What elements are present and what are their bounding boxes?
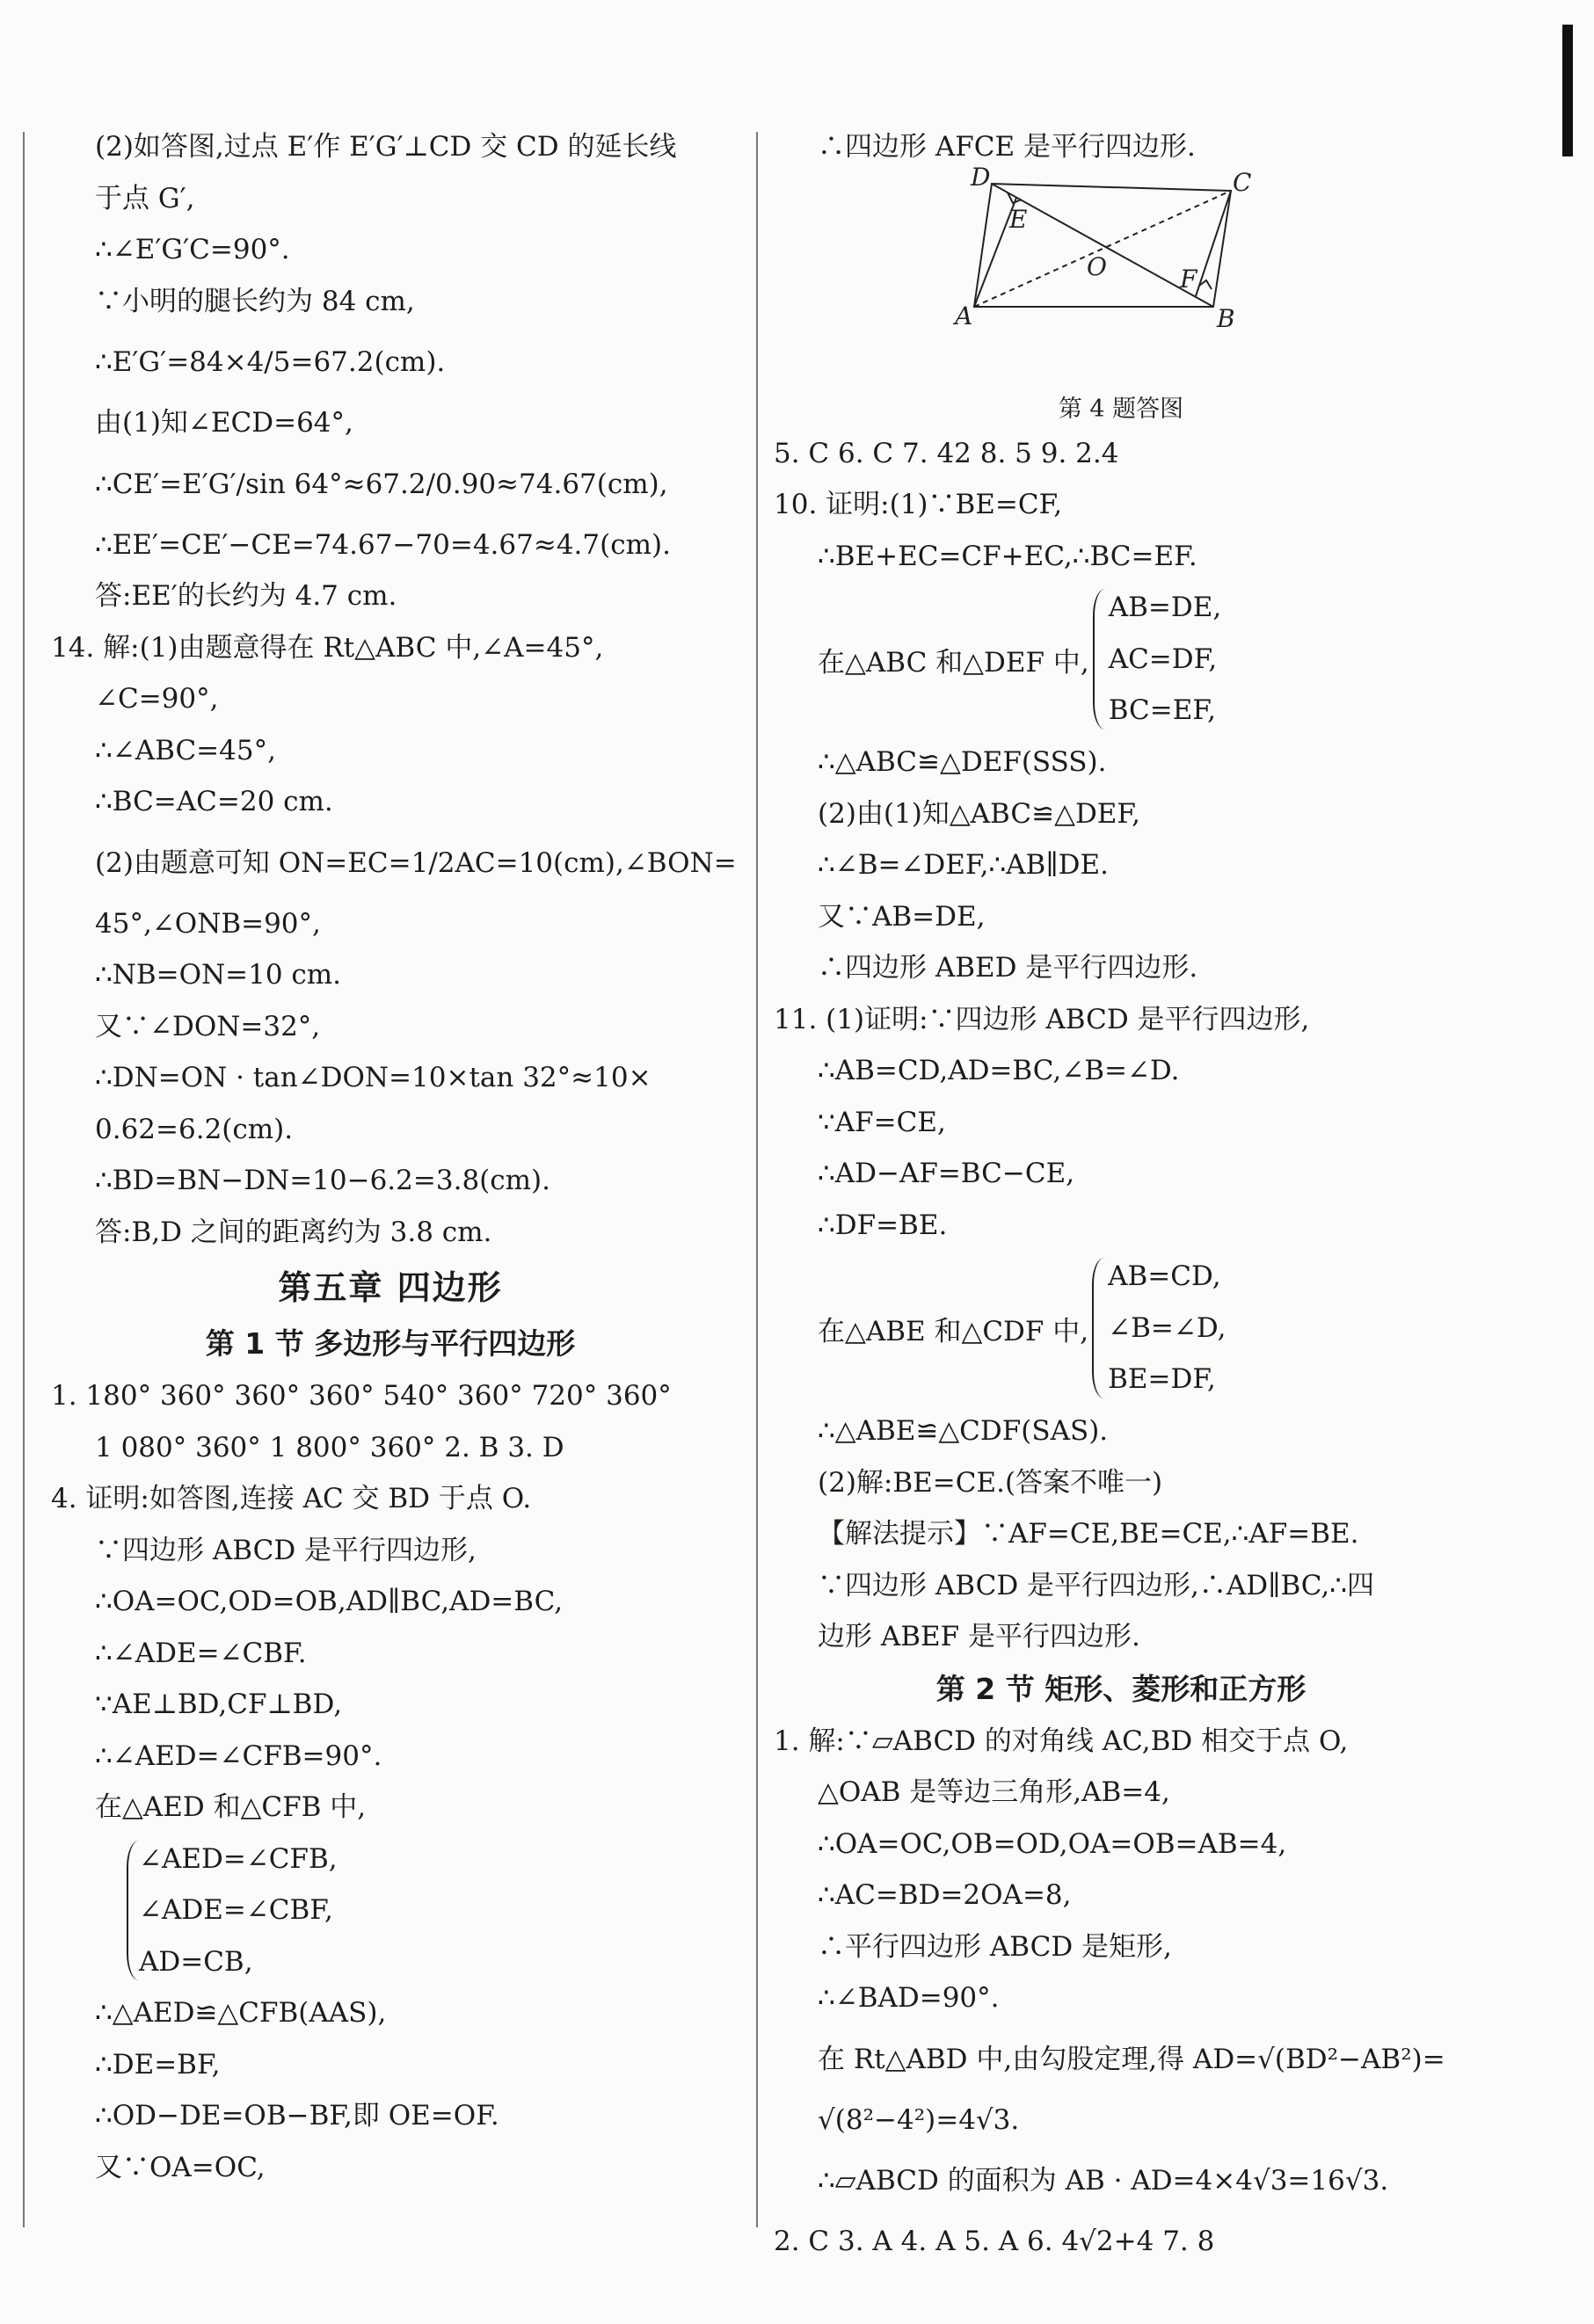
text-line: 边形 ABEF 是平行四边形. [818, 1621, 1140, 1652]
text-line: ∴BC=AC=20 cm. [95, 786, 333, 817]
text-line: (2)由题意可知 ON=EC=1/2AC=10(cm),∠BON= [95, 846, 737, 879]
text-line: 又∵AB=DE, [818, 900, 986, 933]
text-line: ∴∠E′G′C=90°. [95, 234, 290, 265]
text-line: √(8²−4²)=4√3. [818, 2103, 1020, 2136]
text-line: ∴OA=OC,OD=OB,AD∥BC,AD=BC, [95, 1586, 564, 1617]
brace-item: AB=CD, [1108, 1260, 1221, 1293]
answer-line: 1 080° 360° 1 800° 360° 2. B 3. D [95, 1431, 564, 1463]
text-line: (2)由(1)知△ABC≌△DEF, [818, 797, 1140, 830]
answer-line: 1. 180° 360° 360° 360° 540° 360° 720° 360° [51, 1380, 672, 1412]
text-line: ∴OA=OC,OB=OD,OA=OB=AB=4, [818, 1827, 1287, 1860]
brace-items [1089, 582, 1221, 737]
text-line: ∴▱ABCD 的面积为 AB · AD=4×4√3=16√3. [818, 2165, 1389, 2197]
segment-cf [1196, 191, 1231, 296]
brace-item: BC=EF, [1108, 694, 1216, 727]
brace-item: ∠B=∠D, [1108, 1311, 1226, 1344]
text-line: ∴∠ABC=45°, [95, 734, 276, 766]
text-line: ∴DE=BF, [95, 2048, 221, 2081]
text-line: ∴四边形 ABED 是平行四边形. [818, 952, 1198, 984]
answer-line: 2. C 3. A 4. A 5. A 6. 4√2+4 7. 8 [774, 2226, 1215, 2257]
condition-brace [774, 1251, 1468, 1405]
label-o: O [1087, 251, 1107, 281]
text-line: ∴∠AED=∠CFB=90°. [95, 1739, 382, 1772]
chapter-title: 第五章 四边形 [278, 1268, 503, 1307]
text-line: (2)解:BE=CE.(答案不唯一) [818, 1466, 1163, 1499]
left-column [51, 121, 737, 2193]
text-line: ∵AF=CE, [818, 1106, 946, 1138]
question-10: 10. 证明:(1)∵BE=CF, [774, 489, 1063, 520]
text-line: 在△AED 和△CFB 中, [95, 1791, 367, 1823]
text-line: ∴NB=ON=10 cm. [95, 959, 342, 991]
brace-item: AB=DE, [1108, 592, 1222, 624]
text-line: ∴四边形 AFCE 是平行四边形. [818, 131, 1196, 163]
text-line: ∴DN=ON · tan∠DON=10×tan 32°≈10× [95, 1062, 651, 1093]
left-margin-rule [23, 132, 25, 2227]
parallelogram-diagram [950, 162, 1252, 384]
text-line: ∵小明的腿长约为 84 cm, [95, 285, 415, 317]
brace-item: AC=DF, [1108, 643, 1218, 675]
text-line: △OAB 是等边三角形,AB=4, [818, 1776, 1170, 1808]
left-brace [1092, 1258, 1106, 1398]
label-e: E [1009, 204, 1028, 234]
label-a: A [955, 301, 973, 330]
text-line: 在 Rt△ABD 中,由勾股定理,得 AD=√(BD²−AB²)= [818, 2043, 1445, 2075]
hint-line: 【解法提示】∵AF=CE,BE=CE,∴AF=BE. [818, 1518, 1359, 1550]
condition-brace [91, 1834, 730, 1988]
text-line: ∴BE+EC=CF+EC,∴BC=EF. [818, 540, 1197, 572]
text-line: ∴∠BAD=90°. [818, 1982, 1000, 2014]
question-14: 14. 解:(1)由题意得在 Rt△ABC 中,∠A=45°, [51, 631, 604, 664]
text-line: ∴∠B=∠DEF,∴AB∥DE. [818, 849, 1109, 881]
text-line: ∴E′G′=84×4/5=67.2(cm). [95, 346, 446, 378]
brace-items [1088, 1251, 1226, 1405]
brace-item: ∠AED=∠CFB, [139, 1842, 338, 1875]
text-line: 45°,∠ONB=90°, [95, 907, 321, 940]
label-b: B [1217, 303, 1235, 333]
text-line: ∴BD=BN−DN=10−6.2=3.8(cm). [95, 1165, 550, 1196]
figure-caption: 第 4 题答图 [1058, 395, 1184, 423]
text-line: ∴△ABC≌△DEF(SSS). [818, 746, 1107, 778]
text-line: 答:B,D 之间的距离约为 3.8 cm. [95, 1216, 492, 1248]
answer-line: 5. C 6. C 7. 42 8. 5 9. 2.4 [774, 437, 1119, 469]
text-line: 又∵∠DON=32°, [95, 1010, 321, 1042]
text-line: ∴△ABE≌△CDF(SAS). [818, 1415, 1109, 1447]
text-line: 由(1)知∠ECD=64°, [95, 407, 353, 439]
column-divider [756, 132, 758, 2227]
question-4: 4. 证明:如答图,连接 AC 交 BD 于点 O. [51, 1483, 532, 1514]
text-line: ∵AE⊥BD,CF⊥BD, [95, 1689, 343, 1720]
section-title: 第 1 节 多边形与平行四边形 [205, 1326, 576, 1361]
brace-label: 在△ABC 和△DEF 中, [818, 646, 1089, 679]
text-line: ∵四边形 ABCD 是平行四边形,∴AD∥BC,∴四 [818, 1569, 1374, 1601]
brace-item: BE=DF, [1108, 1363, 1216, 1396]
text-line: ∵四边形 ABCD 是平行四边形, [95, 1534, 477, 1566]
figure-q4 [774, 162, 1468, 428]
text-line: 又∵OA=OC, [95, 2151, 266, 2183]
text-line: ∴AC=BD=2OA=8, [818, 1879, 1072, 1911]
question-11: 11. (1)证明:∵四边形 ABCD 是平行四边形, [774, 1003, 1310, 1035]
text-line: ∴EE′=CE′−CE=74.67−70=4.67≈4.7(cm). [95, 528, 671, 561]
text-line: 0.62=6.2(cm). [95, 1113, 294, 1145]
text-line: ∴OD−DE=OB−BF,即 OE=OF. [95, 2100, 499, 2132]
left-brace [1093, 589, 1107, 730]
brace-item: AD=CB, [139, 1945, 253, 1978]
text-line: ∴△AED≌△CFB(AAS), [95, 1997, 387, 2029]
text-line: 答:EE′的长约为 4.7 cm. [95, 580, 397, 612]
text-line: 于点 G′, [95, 182, 195, 214]
condition-brace [774, 582, 1468, 737]
right-column [774, 121, 1468, 2268]
section-title: 第 2 节 矩形、菱形和正方形 [935, 1671, 1306, 1706]
text-line: ∠C=90°, [95, 683, 219, 715]
question-1: 1. 解:∵▱ABCD 的对角线 AC,BD 相交于点 O, [774, 1725, 1349, 1757]
label-d: D [971, 162, 991, 192]
page-edge-bar [1562, 25, 1573, 156]
text-line: ∴DF=BE. [818, 1209, 948, 1241]
text-line: ∴CE′=E′G′/sin 64°≈67.2/0.90≈74.67(cm), [95, 468, 668, 500]
text-line: ∴AD−AF=BC−CE, [818, 1158, 1075, 1189]
text-line: ∴AB=CD,AD=BC,∠B=∠D. [818, 1055, 1180, 1086]
left-brace [127, 1841, 141, 1981]
brace-label: 在△ABE 和△CDF 中, [818, 1315, 1089, 1347]
label-f: F [1180, 264, 1197, 294]
text-line: (2)如答图,过点 E′作 E′G′⊥CD 交 CD 的延长线 [95, 131, 677, 163]
text-line: ∴∠ADE=∠CBF. [95, 1637, 307, 1669]
brace-item: ∠ADE=∠CBF, [139, 1894, 333, 1926]
label-c: C [1233, 167, 1252, 197]
text-line: ∴平行四边形 ABCD 是矩形, [818, 1930, 1172, 1963]
